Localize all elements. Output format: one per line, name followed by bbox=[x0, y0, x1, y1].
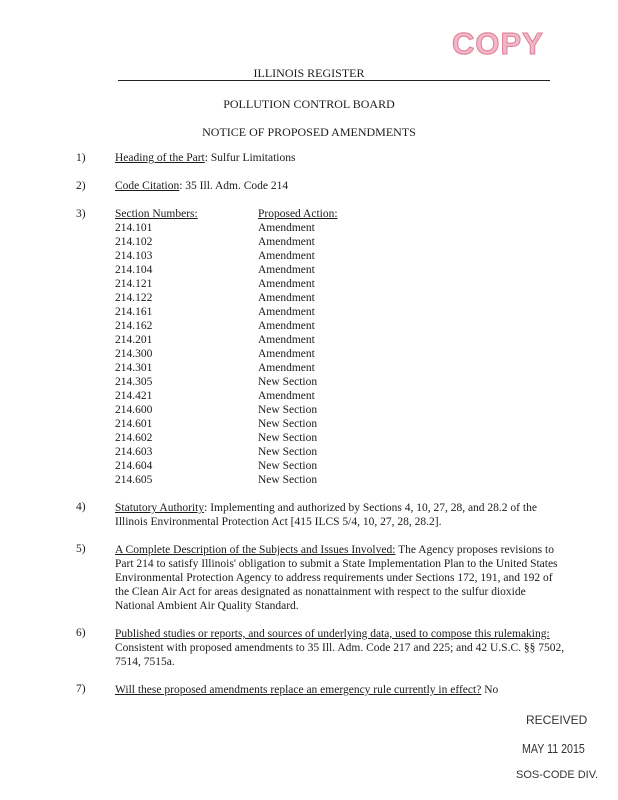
section-number: 214.603 bbox=[115, 446, 153, 458]
item-7-number: 7) bbox=[76, 683, 86, 695]
section-row bbox=[115, 473, 415, 487]
proposed-action: Amendment bbox=[258, 334, 315, 346]
received-stamp-label: RECEIVED bbox=[526, 713, 588, 727]
item-6 bbox=[115, 627, 565, 669]
item-2-value: : 35 Ill. Adm. Code 214 bbox=[179, 180, 289, 192]
section-row bbox=[115, 431, 415, 445]
proposed-action: New Section bbox=[258, 432, 318, 444]
section-number: 214.604 bbox=[115, 460, 153, 472]
section-number: 214.421 bbox=[115, 390, 153, 402]
received-stamp-division: SOS-CODE DIV. bbox=[516, 769, 599, 781]
item-1-number: 1) bbox=[76, 152, 86, 164]
item-2 bbox=[115, 180, 288, 192]
proposed-action: Amendment bbox=[258, 236, 315, 248]
section-numbers-header: Section Numbers: bbox=[115, 208, 198, 220]
item-4 bbox=[115, 501, 565, 529]
proposed-action: Amendment bbox=[258, 362, 315, 374]
proposed-action: Amendment bbox=[258, 264, 315, 276]
section-row bbox=[115, 347, 415, 361]
section-row bbox=[115, 249, 415, 263]
section-row bbox=[115, 277, 415, 291]
proposed-action-header: Proposed Action: bbox=[258, 208, 338, 220]
section-row bbox=[115, 305, 415, 319]
section-row bbox=[115, 235, 415, 249]
proposed-action: New Section bbox=[258, 376, 318, 388]
section-number: 214.122 bbox=[115, 292, 153, 304]
section-row bbox=[115, 361, 415, 375]
section-number: 214.103 bbox=[115, 250, 153, 262]
item-2-number: 2) bbox=[76, 180, 86, 192]
item-7-text: No bbox=[481, 684, 499, 696]
section-table bbox=[115, 221, 415, 487]
section-number: 214.102 bbox=[115, 236, 153, 248]
section-row bbox=[115, 291, 415, 305]
item-4-text: : Implementing and authorized by Sections 4, 10, 27, 28, and 28.2 of the Illinois Environmental Protection Act [415 ILCS 5/4, 10, 27, 28, 28.2]. bbox=[115, 502, 537, 528]
item-1-label: Heading of the Part bbox=[115, 152, 205, 164]
proposed-action: New Section bbox=[258, 404, 318, 416]
item-5 bbox=[115, 543, 565, 613]
copy-stamp: COPY bbox=[452, 26, 544, 61]
section-number: 214.101 bbox=[115, 222, 153, 234]
section-number: 214.104 bbox=[115, 264, 153, 276]
proposed-action: Amendment bbox=[258, 306, 315, 318]
proposed-action: New Section bbox=[258, 474, 318, 486]
section-row bbox=[115, 445, 415, 459]
section-number: 214.201 bbox=[115, 334, 153, 346]
section-number: 214.605 bbox=[115, 474, 153, 486]
section-number: 214.162 bbox=[115, 320, 153, 332]
item-4-label: Statutory Authority bbox=[115, 502, 205, 514]
section-row bbox=[115, 459, 415, 473]
proposed-action: Amendment bbox=[258, 278, 315, 290]
item-7-label: Will these proposed amendments replace an emergency rule currently in effect? bbox=[115, 684, 482, 696]
proposed-action: Amendment bbox=[258, 292, 315, 304]
item-4-number: 4) bbox=[76, 501, 86, 513]
agency-title: POLLUTION CONTROL BOARD bbox=[223, 97, 395, 111]
section-number: 214.602 bbox=[115, 432, 153, 444]
item-3-number: 3) bbox=[76, 208, 86, 220]
section-number: 214.305 bbox=[115, 376, 153, 388]
item-6-number: 6) bbox=[76, 627, 86, 639]
section-number: 214.301 bbox=[115, 362, 153, 374]
section-row bbox=[115, 319, 415, 333]
section-row bbox=[115, 221, 415, 235]
proposed-action: Amendment bbox=[258, 222, 315, 234]
section-number: 214.600 bbox=[115, 404, 153, 416]
section-row bbox=[115, 263, 415, 277]
item-1-value: : Sulfur Limitations bbox=[204, 152, 296, 164]
section-row bbox=[115, 403, 415, 417]
proposed-action: New Section bbox=[258, 460, 318, 472]
section-row bbox=[115, 389, 415, 403]
proposed-action: Amendment bbox=[258, 320, 315, 332]
proposed-action: Amendment bbox=[258, 390, 315, 402]
section-row bbox=[115, 417, 415, 431]
received-stamp-date: MAY 11 2015 bbox=[522, 741, 585, 756]
proposed-action: Amendment bbox=[258, 348, 315, 360]
register-title: ILLINOIS REGISTER bbox=[253, 66, 365, 80]
item-1 bbox=[115, 152, 295, 164]
section-number: 214.300 bbox=[115, 348, 153, 360]
item-5-label: A Complete Description of the Subjects and Issues Involved: bbox=[115, 544, 396, 556]
section-number: 214.161 bbox=[115, 306, 153, 318]
item-2-label: Code Citation bbox=[115, 180, 180, 192]
proposed-action: New Section bbox=[258, 418, 318, 430]
section-row bbox=[115, 333, 415, 347]
proposed-action: New Section bbox=[258, 446, 318, 458]
section-number: 214.601 bbox=[115, 418, 153, 430]
item-7 bbox=[115, 683, 565, 697]
section-number: 214.121 bbox=[115, 278, 153, 290]
proposed-action: Amendment bbox=[258, 250, 315, 262]
item-5-number: 5) bbox=[76, 543, 86, 555]
notice-title: NOTICE OF PROPOSED AMENDMENTS bbox=[202, 125, 416, 139]
item-6-label: Published studies or reports, and sources of underlying data, used to compose this rulemaking: bbox=[115, 628, 550, 640]
item-6-text: Consistent with proposed amendments to 35 Ill. Adm. Code 217 and 225; and 42 U.S.C. §§ 7502, 7514, 7515a. bbox=[115, 642, 565, 668]
item-5-text: The Agency proposes revisions to Part 214 to satisfy Illinois' obligation to submit a State Implementation Plan to the United States Environmental Protection Agency to address requirements under Sections 172, 191, and 192 of the Clean Air Act for areas designated as nonattainment with respect to the sulfur dioxide National Ambient Air Quality Standard. bbox=[115, 544, 558, 612]
header-divider bbox=[118, 80, 550, 81]
section-row bbox=[115, 375, 415, 389]
